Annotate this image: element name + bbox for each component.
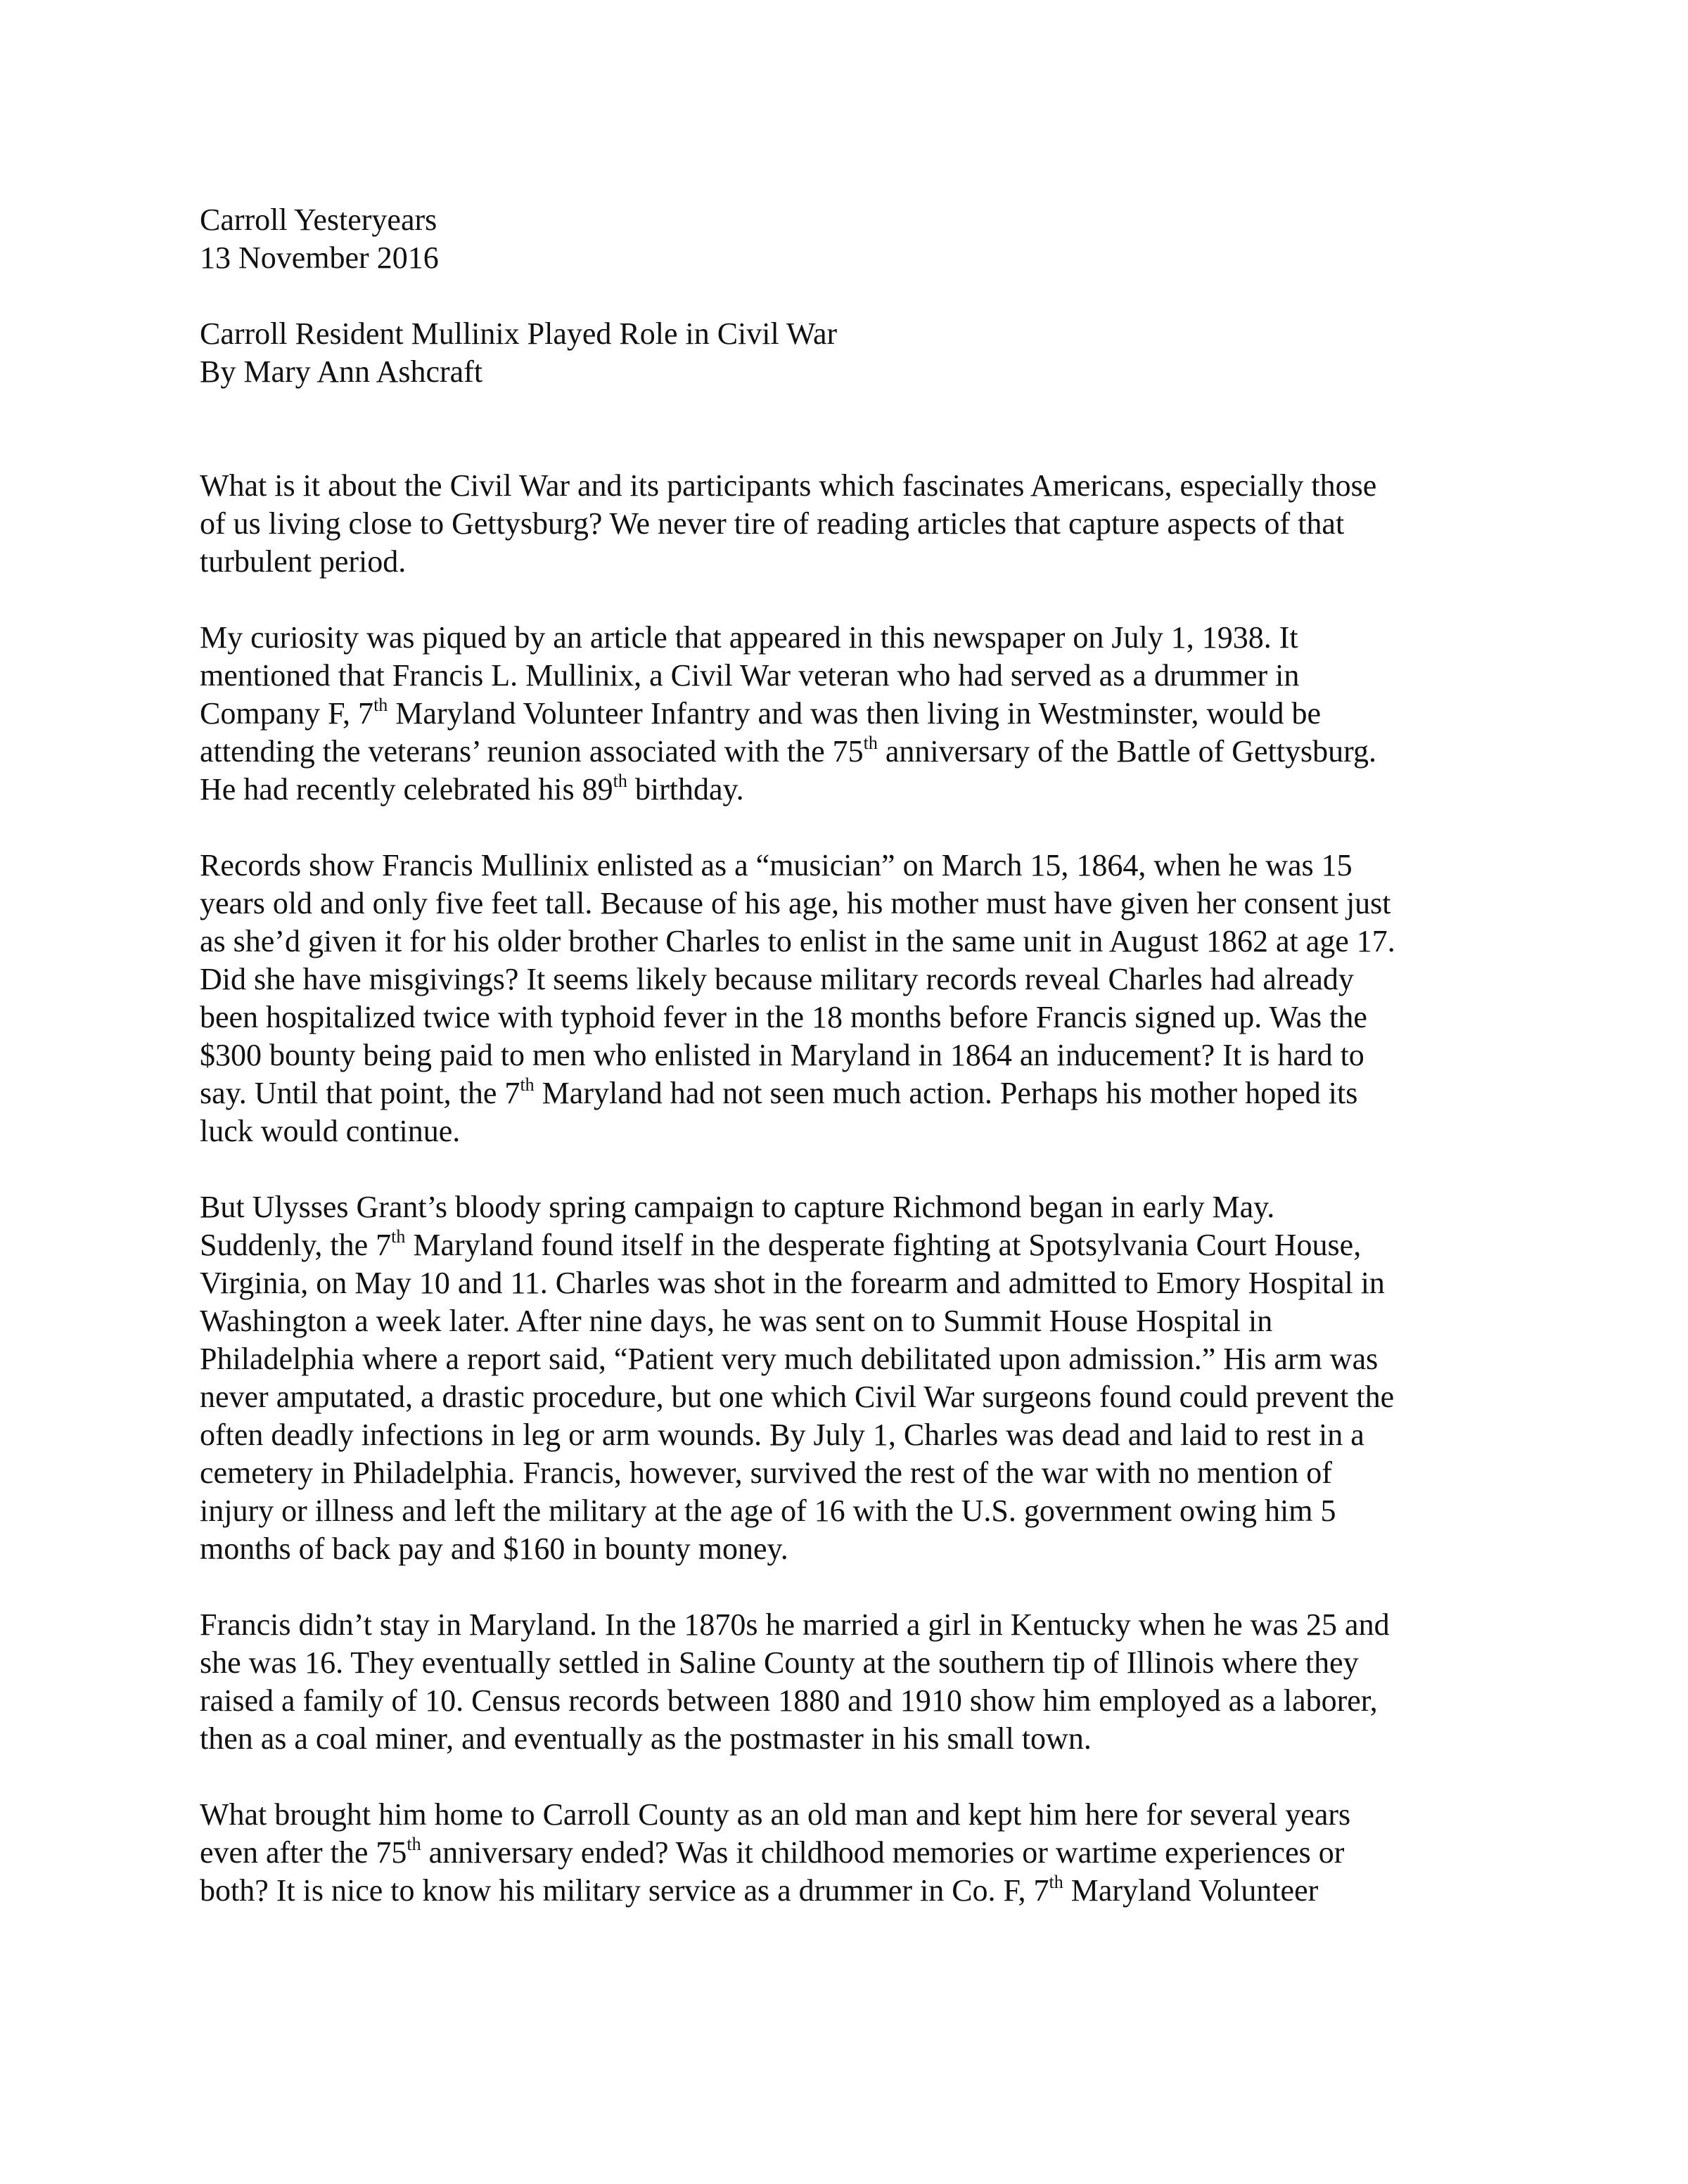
paragraph-line: Francis didn’t stay in Maryland. In the 1870s he married a girl in Kentucky when he was 25 and bbox=[200, 1607, 1390, 1642]
paragraph bbox=[200, 619, 1522, 809]
paragraph-line: years old and only five feet tall. Because of his age, his mother must have given her consent just bbox=[200, 886, 1391, 920]
ordinal-suffix: th bbox=[863, 733, 878, 754]
paragraph-line: He had recently celebrated his 89th birthday. bbox=[200, 771, 744, 807]
ordinal-suffix: th bbox=[613, 771, 627, 792]
paragraph-line: My curiosity was piqued by an article that appeared in this newspaper on July 1, 1938. It bbox=[200, 620, 1298, 655]
paragraph-line: been hospitalized twice with typhoid fever in the 18 months before Francis signed up. Was the bbox=[200, 1000, 1367, 1034]
article-header bbox=[200, 201, 1522, 277]
paragraph-line: months of back pay and $160 in bounty money. bbox=[200, 1531, 788, 1566]
paragraph-line: luck would continue. bbox=[200, 1114, 461, 1148]
paragraph-line: as she’d given it for his older brother Charles to enlist in the same unit in August 1862 at age 17. bbox=[200, 924, 1395, 958]
paragraph-line: mentioned that Francis L. Mullinix, a Civil War veteran who had served as a drummer in bbox=[200, 658, 1300, 693]
paragraph-line: turbulent period. bbox=[200, 544, 407, 579]
title-block bbox=[200, 315, 1522, 391]
paragraph bbox=[200, 1606, 1522, 1758]
paragraph-line: of us living close to Gettysburg? We never tire of reading articles that capture aspects of that bbox=[200, 506, 1345, 541]
paragraph-line: Washington a week later. After nine days, he was sent on to Summit House Hospital in bbox=[200, 1304, 1273, 1338]
paragraph-line: What is it about the Civil War and its participants which fascinates Americans, especially those bbox=[200, 468, 1377, 503]
paragraph-line: Virginia, on May 10 and 11. Charles was shot in the forearm and admitted to Emory Hospital in bbox=[200, 1266, 1385, 1300]
paragraph-line: attending the veterans’ reunion associated with the 75th anniversary of the Battle of Gettysburg. bbox=[200, 733, 1377, 769]
ordinal-suffix: th bbox=[1049, 1872, 1063, 1893]
paragraph bbox=[200, 847, 1522, 1150]
publication-date: 13 November 2016 bbox=[200, 240, 439, 275]
paragraph-line: Company F, 7th Maryland Volunteer Infantry and was then living in Westminster, would be bbox=[200, 695, 1321, 731]
paragraph bbox=[200, 1188, 1522, 1568]
article-title: Carroll Resident Mullinix Played Role in Civil War bbox=[200, 316, 838, 351]
paragraph-line: But Ulysses Grant’s bloody spring campaign to capture Richmond began in early May. bbox=[200, 1190, 1275, 1224]
paragraph-line: Records show Francis Mullinix enlisted as a “musician” on March 15, 1864, when he was 15 bbox=[200, 848, 1353, 882]
paragraph-line: $300 bounty being paid to men who enlisted in Maryland in 1864 an inducement? It is hard to bbox=[200, 1038, 1364, 1072]
paragraph-line: she was 16. They eventually settled in Saline County at the southern tip of Illinois where they bbox=[200, 1645, 1359, 1680]
article-body bbox=[200, 201, 1522, 1910]
ordinal-suffix: th bbox=[407, 1834, 421, 1855]
paragraph bbox=[200, 467, 1522, 581]
paragraph-line: cemetery in Philadelphia. Francis, however, survived the rest of the war with no mention of bbox=[200, 1456, 1332, 1490]
paragraph-line: Did she have misgivings? It seems likely because military records reveal Charles had already bbox=[200, 962, 1354, 996]
paragraph-line: raised a family of 10. Census records between 1880 and 1910 show him employed as a laborer, bbox=[200, 1683, 1378, 1718]
paragraph-line: often deadly infections in leg or arm wounds. By July 1, Charles was dead and laid to rest in a bbox=[200, 1418, 1364, 1452]
paragraph-line: What brought him home to Carroll County as an old man and kept him here for several years bbox=[200, 1797, 1351, 1832]
paragraph-line: injury or illness and left the military at the age of 16 with the U.S. government owing him 5 bbox=[200, 1494, 1336, 1528]
paragraph-line: say. Until that point, the 7th Maryland had not seen much action. Perhaps his mother hoped its bbox=[200, 1074, 1358, 1110]
paragraph bbox=[200, 1796, 1522, 1910]
ordinal-suffix: th bbox=[391, 1226, 406, 1247]
paragraph-line: Suddenly, the 7th Maryland found itself in the desperate fighting at Spotsylvania Court House, bbox=[200, 1226, 1362, 1262]
paragraph-line: never amputated, a drastic procedure, but one which Civil War surgeons found could prevent the bbox=[200, 1380, 1395, 1414]
paragraph-line: even after the 75th anniversary ended? Was it childhood memories or wartime experiences or bbox=[200, 1834, 1345, 1870]
column-name: Carroll Yesteryears bbox=[200, 203, 437, 237]
byline: By Mary Ann Ashcraft bbox=[200, 354, 483, 389]
ordinal-suffix: th bbox=[373, 695, 388, 716]
paragraph-line: then as a coal miner, and eventually as the postmaster in his small town. bbox=[200, 1721, 1092, 1756]
paragraph-line: both? It is nice to know his military service as a drummer in Co. F, 7th Maryland Volunteer bbox=[200, 1872, 1319, 1908]
paragraph-line: Philadelphia where a report said, “Patient very much debilitated upon admission.” His arm was bbox=[200, 1342, 1379, 1376]
ordinal-suffix: th bbox=[520, 1074, 535, 1096]
